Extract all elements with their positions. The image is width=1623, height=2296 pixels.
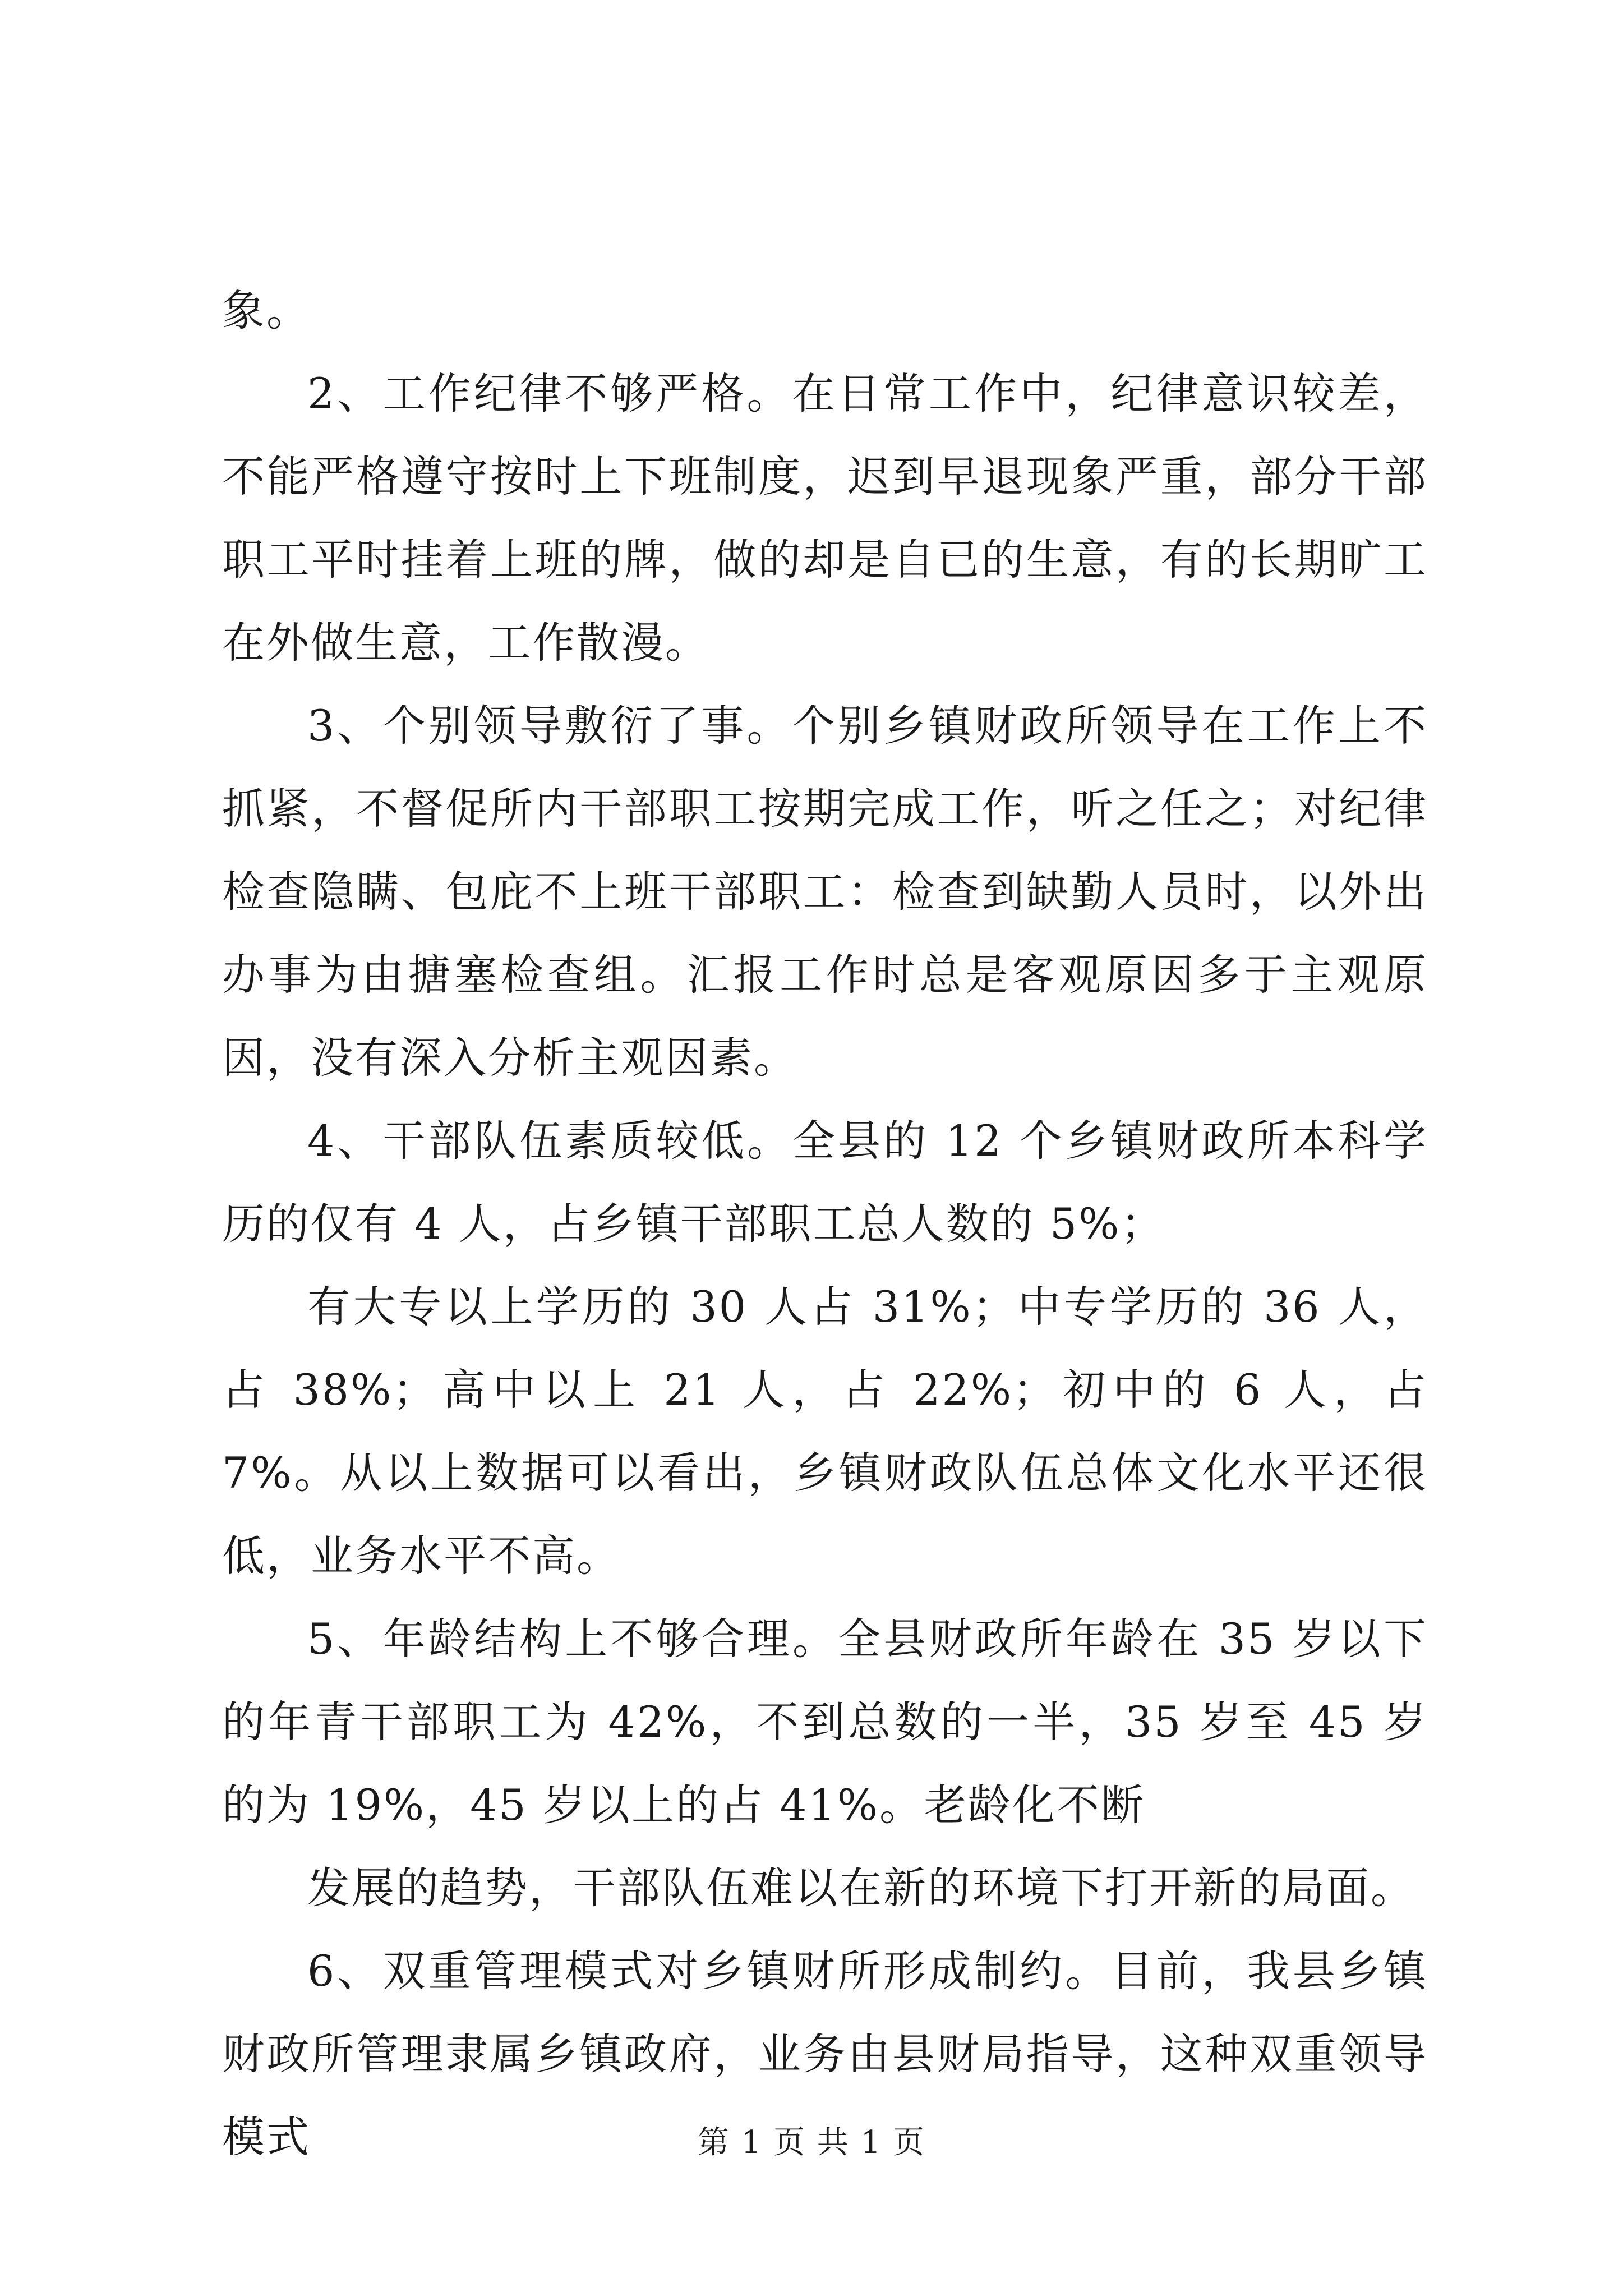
page-number-footer: 第 1 页 共 1 页 xyxy=(697,2124,926,2161)
paragraph: 6、双重管理模式对乡镇财所形成制约。目前，我县乡镇财政所管理隶属乡镇政府，业务由县财局指导，这种双重领导模式 xyxy=(222,1946,1428,2162)
paragraph: 4、干部队伍素质较低。全县的 12 个乡镇财政所本科学历的仅有 4 人，占乡镇干部职工总人数的 5%； xyxy=(222,1116,1428,1249)
paragraph: 发展的趋势，干部队伍难以在新的环境下打开新的局面。 xyxy=(307,1863,1415,1913)
paragraph: 5、年龄结构上不够合理。全县财政所年龄在 35 岁以下的年青干部职工为 42%，不到总数的一半，35 岁至 45 岁的为 19%，45 岁以上的占 41%。老龄化不断 xyxy=(222,1614,1428,1830)
paragraph: 象。 xyxy=(222,286,311,335)
document-body xyxy=(222,269,1428,2179)
paragraph: 2、工作纪律不够严格。在日常工作中，纪律意识较差，不能严格遵守按时上下班制度，迟到早退现象严重，部分干部职工平时挂着上班的牌，做的却是自已的生意，有的长期旷工在外做生意，工作散漫。 xyxy=(222,369,1428,668)
paragraph: 有大专以上学历的 30 人占 31%；中专学历的 36 人，占 38%；高中以上 21 人，占 22%；初中的 6 人，占 7%。从以上数据可以看出，乡镇财政队伍总体文化水平还很低，业务水平不高。 xyxy=(222,1282,1428,1581)
paragraph: 3、个别领导敷衍了事。个别乡镇财政所领导在工作上不抓紧，不督促所内干部职工按期完成工作，听之任之；对纪律检查隐瞒、包庇不上班干部职工：检查到缺勤人员时，以外出办事为由搪塞检查组。汇报工作时总是客观原因多于主观原因，没有深入分析主观因素。 xyxy=(222,701,1428,1083)
